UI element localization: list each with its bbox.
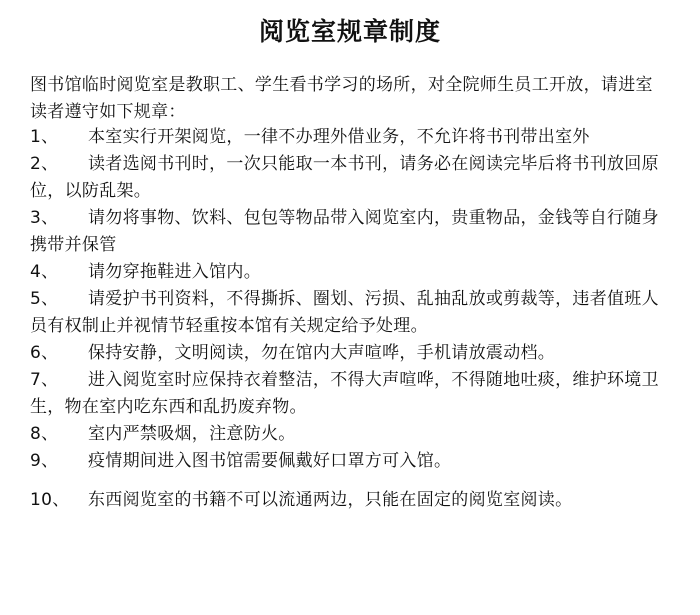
rule-item-8 <box>30 421 675 448</box>
intro-paragraph: 图书馆临时阅览室是教职工、学生看书学习的场所，对全院师生员工开放，请进室读者遵守如下规章： <box>30 75 653 122</box>
rule-text: 保持安静，文明阅读，勿在馆内大声喧哗，手机请放震动档。 <box>88 343 556 363</box>
rule-number: 4、 <box>30 262 59 282</box>
rule-item-1 <box>30 124 675 151</box>
rule-text: 请爱护书刊资料，不得撕拆、圈划、污损、乱抽乱放或剪裁等，违者值班人员有权制止并视情节轻重按本馆有关规定给予处理。 <box>30 289 659 336</box>
rule-number: 2、 <box>30 154 59 174</box>
rule-number: 10、 <box>30 490 70 510</box>
rule-item-2 <box>30 151 675 205</box>
rule-item-5 <box>30 286 675 340</box>
rule-number: 5、 <box>30 289 59 309</box>
rule-text: 室内严禁吸烟，注意防火。 <box>88 424 296 444</box>
rule-item-7 <box>30 367 675 421</box>
rule-text: 进入阅览室时应保持衣着整洁，不得大声喧哗，不得随地吐痰，维护环境卫生，物在室内吃东西和乱扔废弃物。 <box>30 370 659 417</box>
rules-list <box>30 124 675 519</box>
rule-number: 6、 <box>30 343 59 363</box>
rule-item-4 <box>30 259 675 286</box>
rule-item-10 <box>30 481 675 519</box>
rule-text: 疫情期间进入图书馆需要佩戴好口罩方可入馆。 <box>88 451 452 471</box>
rule-text: 请勿将事物、饮料、包包等物品带入阅览室内，贵重物品，金钱等自行随身携带并保管 <box>30 208 659 255</box>
rule-text: 请勿穿拖鞋进入馆内。 <box>88 262 261 282</box>
rule-number: 1、 <box>30 127 59 147</box>
rule-item-9 <box>30 448 675 475</box>
rule-item-6 <box>30 340 675 367</box>
rule-text: 读者选阅书刊时，一次只能取一本书刊，请务必在阅读完毕后将书刊放回原位，以防乱架。 <box>30 154 659 201</box>
rule-number: 3、 <box>30 208 59 228</box>
rule-number: 8、 <box>30 424 59 444</box>
rule-number: 9、 <box>30 451 59 471</box>
rule-item-3 <box>30 205 675 259</box>
rule-text: 本室实行开架阅览，一律不办理外借业务，不允许将书刊带出室外 <box>88 127 590 147</box>
page-title: 阅览室规章制度 <box>258 17 441 46</box>
rule-number: 7、 <box>30 370 59 390</box>
rule-text: 东西阅览室的书籍不可以流通两边，只能在固定的阅览室阅读。 <box>88 490 573 510</box>
